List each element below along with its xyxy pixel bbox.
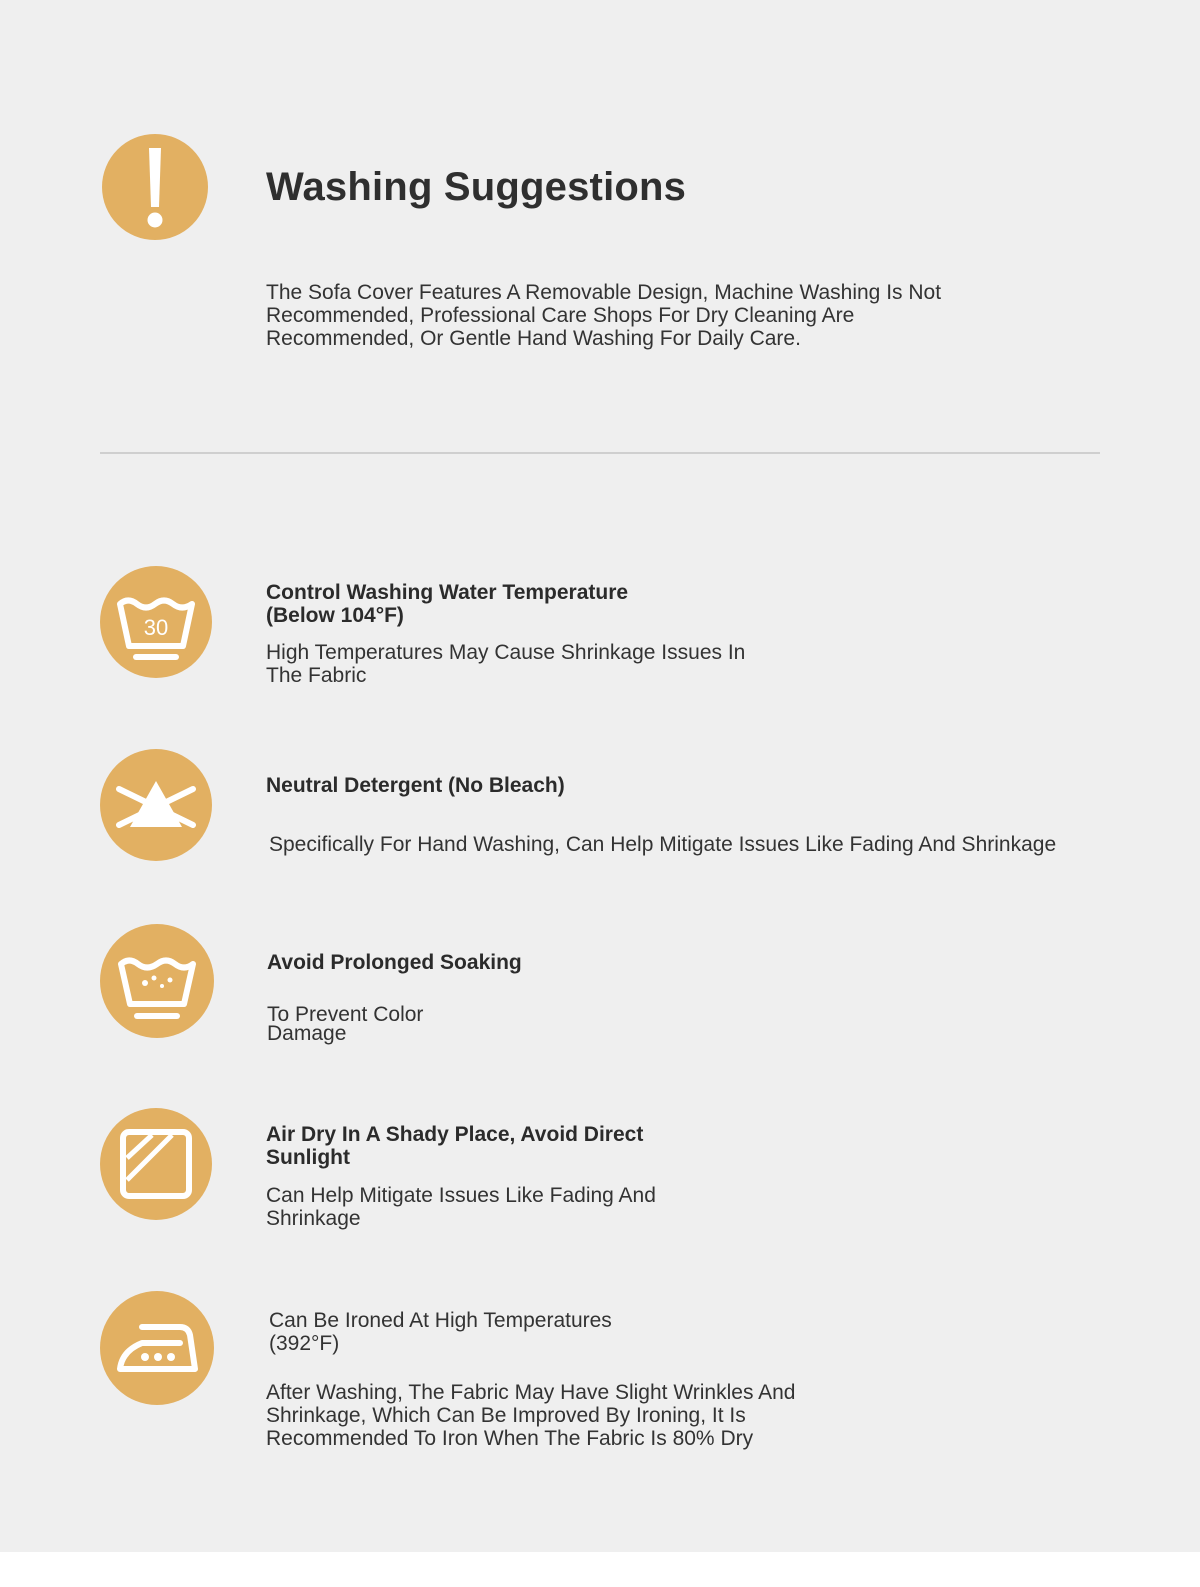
item-title: Neutral Detergent (No Bleach) [266, 774, 565, 797]
item-title: Can Be Ironed At High Temperatures (392°F) [269, 1309, 612, 1355]
item-description: High Temperatures May Cause Shrinkage Issues In The Fabric [266, 641, 746, 687]
item-title: Control Washing Water Temperature (Below 104°F) [266, 581, 629, 627]
section-divider [100, 452, 1100, 454]
iron-high-icon [100, 1291, 214, 1405]
item-description: After Washing, The Fabric May Have Slight Wrinkles And Shrinkage, Which Can Be Improved By Ironing, It Is Recommended To Iron When The Fabric Is 80% Dry [266, 1381, 796, 1450]
dry-in-shade-icon [100, 1108, 212, 1220]
soak-tub-icon [100, 924, 214, 1038]
intro-text: The Sofa Cover Features A Removable Design, Machine Washing Is Not Recommended, Professional Care Shops For Dry Cleaning Are Recommended, Or Gentle Hand Washing For Daily Care. [266, 281, 942, 350]
footer-strip [0, 1552, 1200, 1587]
exclamation-icon [102, 134, 208, 240]
wash-temp-label: 30 [143, 615, 169, 640]
page-title: Washing Suggestions [266, 165, 687, 209]
wash-30-icon [100, 566, 212, 678]
item-description: Can Help Mitigate Issues Like Fading And Shrinkage [266, 1184, 656, 1230]
item-title: Avoid Prolonged Soaking [267, 951, 522, 974]
item-title: Air Dry In A Shady Place, Avoid Direct Sunlight [266, 1123, 644, 1169]
item-description: Specifically For Hand Washing, Can Help Mitigate Issues Like Fading And Shrinkage [269, 833, 1057, 856]
item-description: To Prevent Color Damage [267, 1003, 424, 1045]
no-bleach-icon [100, 749, 212, 861]
